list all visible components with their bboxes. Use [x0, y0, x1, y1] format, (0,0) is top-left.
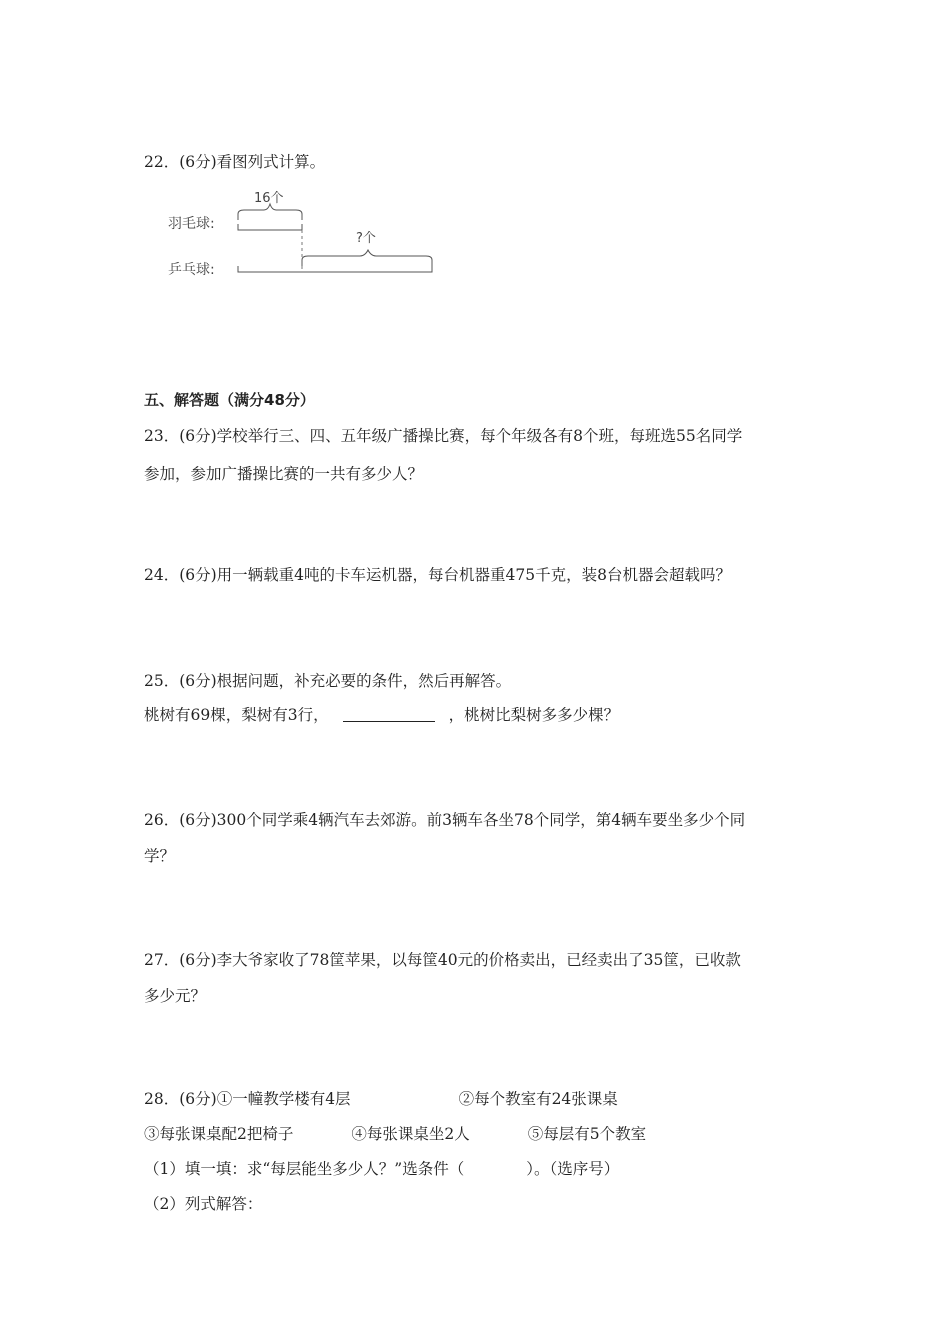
segment-badminton	[238, 224, 302, 230]
brace-question	[302, 250, 432, 266]
brace-badminton	[238, 204, 302, 220]
label-badminton: 羽毛球:	[168, 216, 215, 232]
line-segment-diagram	[160, 186, 450, 286]
condition-2: ②每个教室有24张课桌	[458, 1090, 618, 1108]
condition-4: ④每张课桌坐2人	[351, 1125, 470, 1143]
question-23-line2: 参加，参加广播操比赛的一共有多少人？	[144, 465, 424, 483]
question-25-line1: 25．(6分)根据问题，补充必要的条件，然后再解答。	[144, 672, 512, 690]
question-23-line1: 23．(6分)学校举行三、四、五年级广播操比赛，每个年级各有8个班，每班选55名同学	[144, 427, 743, 445]
question-27-line2: 多少元？	[144, 987, 207, 1005]
label-pingpong: 乒乓球:	[168, 262, 215, 278]
answer-blank[interactable]	[343, 705, 435, 722]
condition-3: ③每张课桌配2把椅子	[144, 1125, 294, 1143]
brace-top-label: 16个	[254, 191, 284, 206]
question-28-sub2: （2）列式解答：	[144, 1195, 263, 1213]
brace-question-label: ?个	[356, 231, 376, 246]
question-25-text-a: 桃树有69棵，梨树有3行，	[144, 706, 329, 724]
question-26-line2: 学？	[144, 847, 176, 865]
question-28-sub1	[144, 1158, 619, 1180]
section-title: 五、解答题（满分48分）	[144, 391, 315, 409]
question-24-line1: 24．(6分)用一辆载重4吨的卡车运机器，每台机器重475千克，装8台机器会超载吗？	[144, 566, 731, 584]
condition-5: ⑤每层有5个教室	[527, 1125, 647, 1143]
question-25-line2	[144, 704, 619, 726]
question-25-text-b: ，桃树比梨树多多少棵？	[448, 706, 620, 724]
condition-1: ①一幢教学楼有4层	[216, 1090, 351, 1108]
segment-pingpong	[238, 266, 432, 272]
question-28-sub1-b: ）。（选序号）	[526, 1160, 620, 1178]
question-27-line1: 27．(6分)李大爷家收了78筐苹果，以每筐40元的价格卖出，已经卖出了35筐，已收款	[144, 951, 741, 969]
question-28-prefix: 28．(6分)	[144, 1090, 217, 1108]
question-28-line2	[144, 1123, 646, 1145]
question-26-line1: 26．(6分)300个同学乘4辆汽车去郊游。前3辆车各坐78个同学，第4辆车要坐多少个同	[144, 811, 746, 829]
question-22-text: 22．(6分)看图列式计算。	[144, 153, 326, 171]
question-28-line1	[144, 1088, 618, 1110]
question-28-sub1-a: （1）填一填：求“每层能坐多少人？”选条件（	[144, 1160, 465, 1178]
